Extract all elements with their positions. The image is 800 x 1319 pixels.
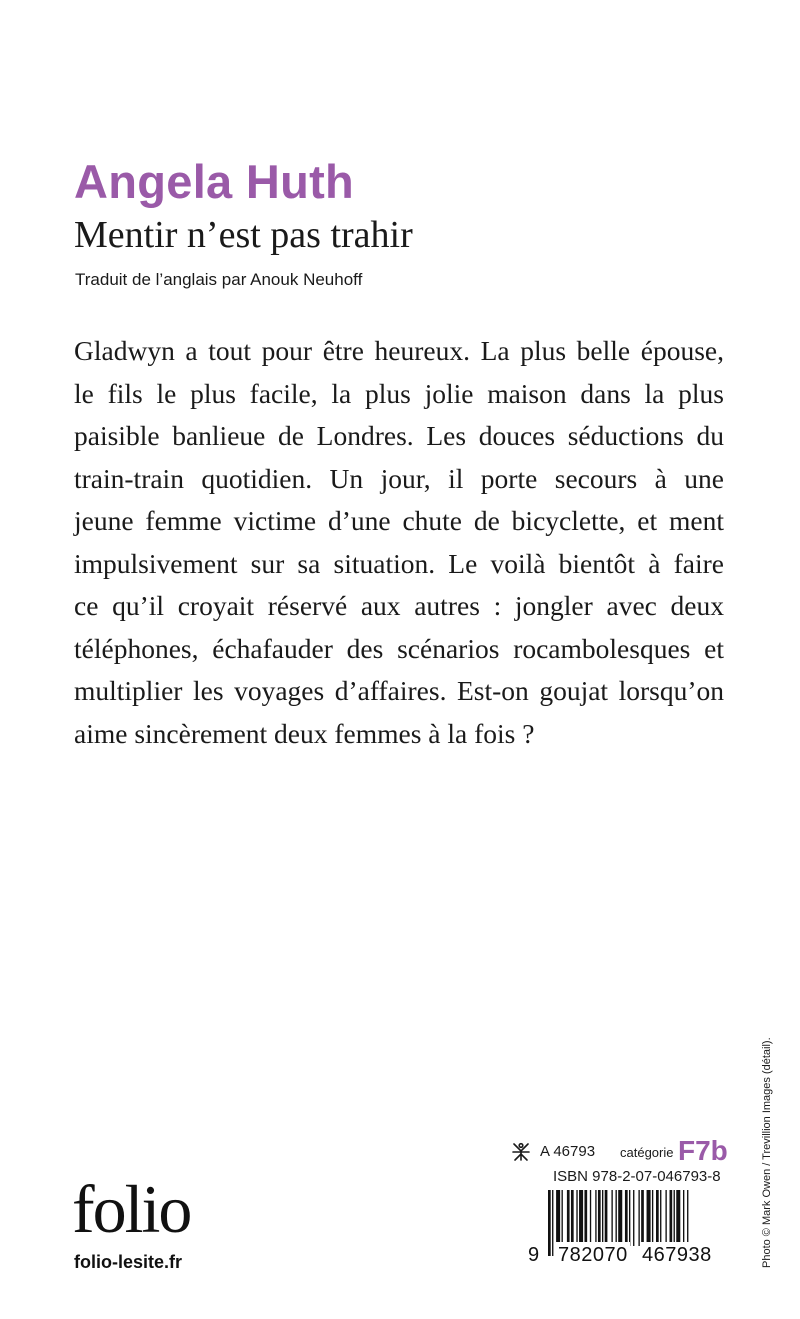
isbn: ISBN 978-2-07-046793-8 bbox=[553, 1168, 721, 1185]
blurb-line: le fils le plus facile, la plus jolie maison dans la plus bbox=[74, 377, 724, 409]
barcode bbox=[528, 1190, 728, 1270]
publisher-website: folio-lesite.fr bbox=[74, 1252, 183, 1272]
book-title: Mentir n’est pas trahir bbox=[74, 214, 413, 256]
barcode-bar bbox=[625, 1190, 628, 1246]
category-label: catégorie bbox=[620, 1145, 674, 1160]
barcode-bar bbox=[683, 1190, 684, 1246]
folio-emblem-icon bbox=[510, 1142, 532, 1162]
blurb-line: Gladwyn a tout pour être heureux. La plus belle épouse, bbox=[74, 335, 724, 366]
barcode-bar bbox=[660, 1190, 661, 1246]
barcode-bar bbox=[676, 1190, 680, 1246]
barcode-bar bbox=[562, 1190, 563, 1246]
barcode-bar bbox=[590, 1190, 591, 1246]
blurb-line: train-train quotidien. Un jour, il porte secours à une bbox=[74, 462, 724, 494]
publisher-logo: folio bbox=[72, 1171, 191, 1247]
barcode-bar bbox=[567, 1190, 570, 1246]
blurb-line: multiplier les voyages d’affaires. Est-on goujat lorsqu’on bbox=[74, 675, 724, 706]
barcode-digit-group-left: 782070 bbox=[558, 1244, 628, 1266]
barcode-bar bbox=[595, 1190, 596, 1246]
barcode-digit-group-right: 467938 bbox=[642, 1244, 712, 1266]
barcode-bar bbox=[641, 1190, 644, 1246]
barcode-bar bbox=[598, 1190, 601, 1246]
barcode-bar bbox=[638, 1190, 639, 1246]
blurb-line: impulsivement sur sa situation. Le voilà bientôt à faire bbox=[74, 547, 724, 579]
barcode-bar bbox=[605, 1190, 608, 1246]
barcode-bar bbox=[665, 1190, 666, 1246]
barcode-bar bbox=[656, 1190, 659, 1246]
barcode-bar bbox=[652, 1190, 653, 1246]
translator-credit: Traduit de l’anglais par Anouk Neuhoff bbox=[75, 270, 363, 289]
barcode-bar bbox=[584, 1190, 587, 1246]
blurb bbox=[74, 330, 724, 755]
barcode-digit-prefix: 9 bbox=[528, 1244, 540, 1266]
barcode-bar bbox=[670, 1190, 673, 1246]
catalog-reference: A 46793 bbox=[540, 1143, 596, 1160]
photo-credit: Photo © Mark Owen / Trevillion Images (détail). bbox=[761, 1037, 773, 1268]
blurb-line: téléphones, échafauder des scénarios rocambolesques et bbox=[74, 632, 724, 664]
blurb-line: ce qu’il croyait réservé aux autres : jongler avec deux bbox=[74, 590, 724, 621]
catalog-code-row bbox=[510, 1135, 728, 1166]
barcode-bar bbox=[602, 1190, 603, 1246]
barcode-bar bbox=[633, 1190, 634, 1246]
barcode-bar bbox=[611, 1190, 612, 1246]
blurb-line: jeune femme victime d’une chute de bicyclette, et ment bbox=[74, 505, 724, 536]
barcode-bar bbox=[576, 1190, 577, 1246]
barcode-bar bbox=[571, 1190, 574, 1246]
barcode-bar bbox=[556, 1190, 560, 1246]
author-name: Angela Huth bbox=[74, 155, 355, 208]
category-code: F7b bbox=[678, 1135, 728, 1166]
barcode-bar bbox=[647, 1190, 651, 1246]
barcode-digits bbox=[528, 1242, 728, 1268]
blurb-line: paisible banlieue de Londres. Les douces séductions du bbox=[74, 420, 724, 451]
blurb-line: aime sincèrement deux femmes à la fois ? bbox=[74, 717, 535, 749]
barcode-bar bbox=[629, 1190, 630, 1246]
barcode-bar bbox=[579, 1190, 583, 1246]
barcode-bar bbox=[674, 1190, 675, 1246]
